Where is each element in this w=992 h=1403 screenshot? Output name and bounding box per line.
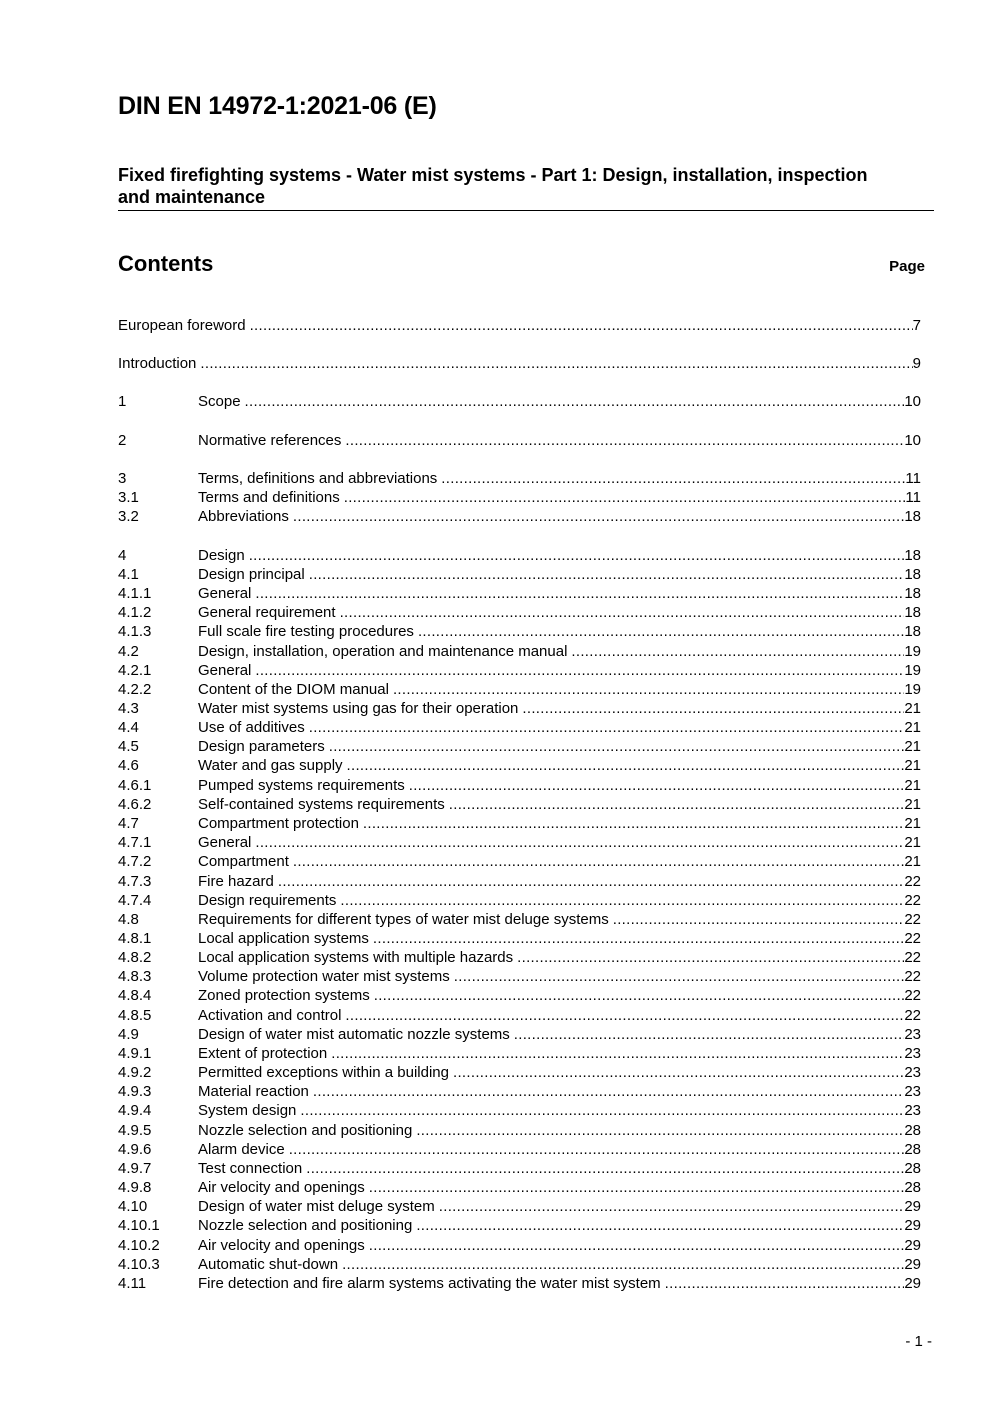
document-subtitle: Fixed firefighting systems - Water mist systems - Part 1: Design, installation, inspection and maintenance xyxy=(118,165,868,207)
page-number: - 1 - xyxy=(905,1333,932,1350)
toc-section-title: Design xyxy=(198,547,245,564)
toc-section-number: 4.7 xyxy=(118,815,139,832)
toc-section-number: 4.11 xyxy=(118,1275,147,1292)
toc-section-title: Automatic shut-down xyxy=(198,1256,339,1273)
toc-section-number: 4.3 xyxy=(118,700,139,717)
toc-entry[interactable] xyxy=(118,507,921,526)
toc-dot-leader xyxy=(293,852,904,871)
toc-dot-leader xyxy=(200,354,912,373)
toc-page-number: 18 xyxy=(904,604,921,621)
toc-entry[interactable] xyxy=(118,546,921,565)
toc-section-number: 4.2 xyxy=(118,643,139,660)
toc-section-number: 4.8.1 xyxy=(118,930,152,947)
toc-entry[interactable] xyxy=(118,1101,921,1120)
toc-section-title: Terms, definitions and abbreviations xyxy=(198,470,438,487)
toc-entry[interactable] xyxy=(118,1044,921,1063)
toc-section-number: 4.1.3 xyxy=(118,623,152,640)
toc-page-number: 10 xyxy=(904,393,921,410)
toc-dot-leader xyxy=(245,392,905,411)
toc-page-number: 22 xyxy=(904,1007,921,1024)
toc-page-number: 28 xyxy=(904,1160,921,1177)
toc-page-number: 29 xyxy=(904,1237,921,1254)
toc-dot-leader xyxy=(449,795,905,814)
toc-dot-leader xyxy=(347,756,905,775)
toc-page-number: 11 xyxy=(905,489,921,506)
toc-page-number: 21 xyxy=(904,738,921,755)
toc-section-title: Activation and control xyxy=(198,1007,342,1024)
toc-entry[interactable] xyxy=(118,872,921,891)
toc-page-number: 22 xyxy=(904,892,921,909)
toc-dot-leader xyxy=(344,488,906,507)
toc-entry[interactable] xyxy=(118,661,921,680)
toc-dot-leader xyxy=(665,1274,905,1293)
toc-entry[interactable] xyxy=(118,910,921,929)
toc-section-title: General requirement xyxy=(198,604,336,621)
toc-entry[interactable] xyxy=(118,1197,921,1216)
toc-section-number: 4.7.3 xyxy=(118,873,152,890)
toc-section-title: Local application systems with multiple hazards xyxy=(198,949,514,966)
toc-dot-leader xyxy=(571,642,904,661)
toc-entry[interactable] xyxy=(118,316,921,335)
toc-page-number: 22 xyxy=(904,911,921,928)
toc-dot-leader xyxy=(409,776,905,795)
toc-entry[interactable] xyxy=(118,986,921,1005)
toc-dot-leader xyxy=(514,1025,905,1044)
toc-section-number: 4.7.1 xyxy=(118,834,152,851)
toc-dot-leader xyxy=(249,546,905,565)
toc-page-number: 23 xyxy=(904,1102,921,1119)
toc-entry[interactable] xyxy=(118,718,921,737)
toc-dot-leader xyxy=(250,316,913,335)
toc-entry[interactable] xyxy=(118,392,921,411)
toc-page-number: 21 xyxy=(904,815,921,832)
toc-section-number: 4.1 xyxy=(118,566,139,583)
toc-section-title: Design of water mist automatic nozzle systems xyxy=(198,1026,510,1043)
contents-heading: Contents xyxy=(118,251,214,276)
toc-section-title: Alarm device xyxy=(198,1141,285,1158)
toc-dot-leader xyxy=(416,1216,904,1235)
toc-dot-leader xyxy=(342,1255,904,1274)
toc-section-title: Requirements for different types of water mist deluge systems xyxy=(198,911,609,928)
toc-section-number: 4.5 xyxy=(118,738,139,755)
document-id-title: DIN EN 14972-1:2021-06 (E) xyxy=(118,92,437,120)
toc-section-title: Compartment protection xyxy=(198,815,359,832)
toc-dot-leader xyxy=(329,737,905,756)
toc-section-number: 3.2 xyxy=(118,508,139,525)
toc-entry[interactable] xyxy=(118,1178,921,1197)
toc-page-number: 21 xyxy=(904,853,921,870)
toc-section-title: Nozzle selection and positioning xyxy=(198,1217,413,1234)
toc-section-number: 4.7.4 xyxy=(118,892,152,909)
toc-dot-leader xyxy=(289,1140,905,1159)
toc-page-number: 29 xyxy=(904,1217,921,1234)
toc-dot-leader xyxy=(293,507,904,526)
toc-dot-leader xyxy=(313,1082,904,1101)
toc-entry[interactable] xyxy=(118,737,921,756)
toc-dot-leader xyxy=(441,469,905,488)
toc-page-number: 22 xyxy=(904,930,921,947)
toc-section-title: General xyxy=(198,662,252,679)
toc-page-number: 7 xyxy=(912,317,921,334)
toc-entry[interactable] xyxy=(118,642,921,661)
toc-section-title: Extent of protection xyxy=(198,1045,328,1062)
toc-section-number: 4.7.2 xyxy=(118,853,152,870)
toc-dot-leader xyxy=(255,833,904,852)
toc-entry[interactable] xyxy=(118,699,921,718)
toc-section-title: Material reaction xyxy=(198,1083,309,1100)
toc-section-title: Permitted exceptions within a building xyxy=(198,1064,449,1081)
toc-section-number: 4.6.2 xyxy=(118,796,152,813)
toc-section-number: 4.9.8 xyxy=(118,1179,152,1196)
toc-entry[interactable] xyxy=(118,680,921,699)
toc-section-title: Test connection xyxy=(198,1160,303,1177)
toc-section-title: Design requirements xyxy=(198,892,337,909)
toc-section-title: Design principal xyxy=(198,566,305,583)
toc-entry[interactable] xyxy=(118,488,921,507)
toc-section-title: Volume protection water mist systems xyxy=(198,968,450,985)
toc-section-title: Design parameters xyxy=(198,738,325,755)
toc-dot-leader xyxy=(454,967,905,986)
toc-section-number: 4.9.4 xyxy=(118,1102,152,1119)
toc-page-number: 18 xyxy=(904,623,921,640)
toc-section-number: 4.10 xyxy=(118,1198,148,1215)
toc-section-number: 4.6.1 xyxy=(118,777,152,794)
toc-page-number: 21 xyxy=(904,796,921,813)
toc-page-number: 29 xyxy=(904,1198,921,1215)
toc-dot-leader xyxy=(453,1063,904,1082)
toc-page-number: 11 xyxy=(905,470,921,487)
toc-dot-leader xyxy=(369,1178,905,1197)
toc-dot-leader xyxy=(345,1006,904,1025)
toc-entry[interactable] xyxy=(118,891,921,910)
toc-entry[interactable] xyxy=(118,929,921,948)
toc-section-title: Self-contained systems requirements xyxy=(198,796,445,813)
toc-dot-leader xyxy=(517,948,904,967)
toc-page-number: 22 xyxy=(904,987,921,1004)
toc-page-number: 28 xyxy=(904,1179,921,1196)
toc-section-title: Fire detection and fire alarm systems activating the water mist system xyxy=(198,1275,661,1292)
toc-entry[interactable] xyxy=(118,1274,921,1293)
toc-dot-leader xyxy=(418,622,904,641)
toc-page-number: 29 xyxy=(904,1256,921,1273)
toc-section-title: Content of the DIOM manual xyxy=(198,681,389,698)
toc-section-title: Zoned protection systems xyxy=(198,987,370,1004)
toc-section-title: Design, installation, operation and maintenance manual xyxy=(198,643,568,660)
toc-section-number: 4.8.2 xyxy=(118,949,152,966)
toc-section-number: 4.9.5 xyxy=(118,1122,152,1139)
toc-section-number: 4.8.5 xyxy=(118,1007,152,1024)
toc-dot-leader xyxy=(522,699,904,718)
toc-section-number: 4.9.6 xyxy=(118,1141,152,1158)
toc-section-title: General xyxy=(198,834,252,851)
toc-dot-leader xyxy=(369,1236,905,1255)
toc-section-number: 4.10.3 xyxy=(118,1256,160,1273)
toc-page-number: 21 xyxy=(904,700,921,717)
toc-section-number: 3 xyxy=(118,470,127,487)
toc-dot-leader xyxy=(373,929,904,948)
toc-entry[interactable] xyxy=(118,1140,921,1159)
toc-section-title: General xyxy=(198,585,252,602)
toc-entry[interactable] xyxy=(118,431,921,450)
toc-section-number: 4 xyxy=(118,547,127,564)
toc-section-number: 4.9.3 xyxy=(118,1083,152,1100)
toc-entry[interactable] xyxy=(118,1063,921,1082)
toc-section-number: 4.9 xyxy=(118,1026,139,1043)
toc-dot-leader xyxy=(439,1197,905,1216)
toc-page-number: 9 xyxy=(912,355,921,372)
toc-section-title: Air velocity and openings xyxy=(198,1237,365,1254)
toc-entry[interactable] xyxy=(118,622,921,641)
toc-section-number: 1 xyxy=(118,393,127,410)
toc-section-number: 4.6 xyxy=(118,757,139,774)
toc-page-number: 18 xyxy=(904,585,921,602)
toc-page-number: 21 xyxy=(904,719,921,736)
toc-dot-leader xyxy=(300,1101,904,1120)
toc-entry[interactable] xyxy=(118,967,921,986)
toc-page-number: 10 xyxy=(904,432,921,449)
title-divider xyxy=(118,210,934,211)
toc-dot-leader xyxy=(393,680,904,699)
toc-entry[interactable] xyxy=(118,776,921,795)
toc-dot-leader xyxy=(278,872,904,891)
toc-page-number: 21 xyxy=(904,777,921,794)
toc-page-number: 23 xyxy=(904,1083,921,1100)
toc-section-title: Fire hazard xyxy=(198,873,274,890)
toc-page-number: 22 xyxy=(904,873,921,890)
toc-section-title: European foreword xyxy=(118,317,246,334)
toc-dot-leader xyxy=(416,1121,904,1140)
toc-dot-leader xyxy=(340,603,905,622)
toc-page-number: 19 xyxy=(904,662,921,679)
toc-dot-leader xyxy=(340,891,904,910)
toc-entry[interactable] xyxy=(118,1159,921,1178)
toc-page-number: 21 xyxy=(904,757,921,774)
toc-section-number: 3.1 xyxy=(118,489,139,506)
toc-section-title: Terms and definitions xyxy=(198,489,340,506)
toc-section-title: Scope xyxy=(198,393,241,410)
toc-section-number: 4.8 xyxy=(118,911,139,928)
toc-section-title: Local application systems xyxy=(198,930,369,947)
toc-dot-leader xyxy=(306,1159,904,1178)
toc-page-number: 18 xyxy=(904,566,921,583)
toc-entry[interactable] xyxy=(118,1255,921,1274)
toc-section-number: 4.1.1 xyxy=(118,585,152,602)
toc-section-number: 4.2.1 xyxy=(118,662,152,679)
toc-section-title: Introduction xyxy=(118,355,197,372)
toc-entry[interactable] xyxy=(118,1121,921,1140)
toc-section-number: 4.2.2 xyxy=(118,681,152,698)
toc-section-title: Pumped systems requirements xyxy=(198,777,405,794)
toc-section-number: 4.8.3 xyxy=(118,968,152,985)
toc-entry[interactable] xyxy=(118,565,921,584)
toc-page-number: 23 xyxy=(904,1045,921,1062)
toc-section-number: 4.9.2 xyxy=(118,1064,152,1081)
toc-section-number: 4.1.2 xyxy=(118,604,152,621)
toc-section-number: 4.10.2 xyxy=(118,1237,160,1254)
toc-page-number: 28 xyxy=(904,1122,921,1139)
toc-section-number: 4.9.7 xyxy=(118,1160,152,1177)
toc-page-number: 23 xyxy=(904,1064,921,1081)
toc-section-number: 4.10.1 xyxy=(118,1217,160,1234)
toc-entry[interactable] xyxy=(118,354,921,373)
toc-entry[interactable] xyxy=(118,852,921,871)
page-column-heading: Page xyxy=(889,258,925,275)
toc-entry[interactable] xyxy=(118,584,921,603)
toc-page-number: 18 xyxy=(904,508,921,525)
toc-entry[interactable] xyxy=(118,814,921,833)
toc-section-title: Full scale fire testing procedures xyxy=(198,623,414,640)
toc-section-title: Water and gas supply xyxy=(198,757,343,774)
toc-section-title: Nozzle selection and positioning xyxy=(198,1122,413,1139)
toc-entry[interactable] xyxy=(118,1082,921,1101)
toc-dot-leader xyxy=(255,661,904,680)
toc-section-title: Design of water mist deluge system xyxy=(198,1198,435,1215)
toc-page-number: 28 xyxy=(904,1141,921,1158)
toc-entry[interactable] xyxy=(118,795,921,814)
toc-entry[interactable] xyxy=(118,469,921,488)
toc-page-number: 19 xyxy=(904,643,921,660)
toc-dot-leader xyxy=(613,910,905,929)
toc-page-number: 29 xyxy=(904,1275,921,1292)
toc-section-title: Normative references xyxy=(198,432,342,449)
toc-entry[interactable] xyxy=(118,1236,921,1255)
toc-page-number: 18 xyxy=(904,547,921,564)
toc-section-title: Use of additives xyxy=(198,719,305,736)
toc-section-number: 4.8.4 xyxy=(118,987,152,1004)
toc-dot-leader xyxy=(309,565,905,584)
toc-section-number: 4.9.1 xyxy=(118,1045,152,1062)
toc-section-title: Air velocity and openings xyxy=(198,1179,365,1196)
toc-section-title: System design xyxy=(198,1102,297,1119)
toc-dot-leader xyxy=(345,431,904,450)
toc-entry[interactable] xyxy=(118,1006,921,1025)
toc-section-number: 2 xyxy=(118,432,127,449)
toc-dot-leader xyxy=(309,718,905,737)
toc-entry[interactable] xyxy=(118,948,921,967)
toc-page-number: 22 xyxy=(904,968,921,985)
toc-page-number: 22 xyxy=(904,949,921,966)
toc-section-number: 4.4 xyxy=(118,719,139,736)
toc-dot-leader xyxy=(255,584,904,603)
toc-page-number: 23 xyxy=(904,1026,921,1043)
toc-section-title: Abbreviations xyxy=(198,508,289,525)
toc-section-title: Water mist systems using gas for their operation xyxy=(198,700,519,717)
toc-section-title: Compartment xyxy=(198,853,289,870)
toc-dot-leader xyxy=(363,814,904,833)
toc-page-number: 19 xyxy=(904,681,921,698)
toc-entry[interactable] xyxy=(118,603,921,622)
toc-entry[interactable] xyxy=(118,1216,921,1235)
toc-dot-leader xyxy=(331,1044,904,1063)
toc-entry[interactable] xyxy=(118,756,921,775)
toc-dot-leader xyxy=(374,986,905,1005)
toc-page-number: 21 xyxy=(904,834,921,851)
toc-entry[interactable] xyxy=(118,833,921,852)
toc-entry[interactable] xyxy=(118,1025,921,1044)
